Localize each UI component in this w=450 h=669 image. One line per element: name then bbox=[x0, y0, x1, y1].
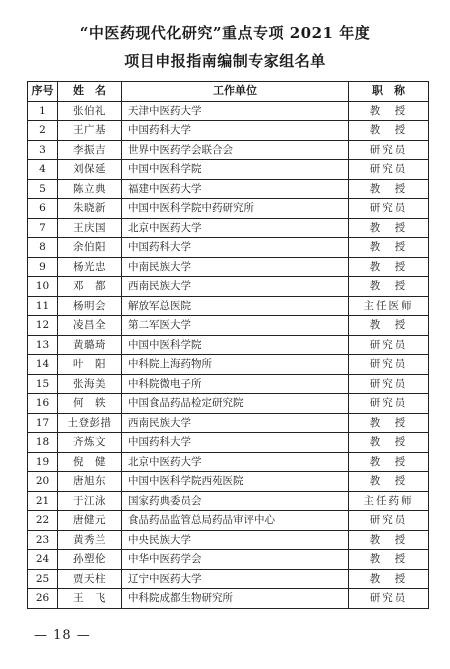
work-unit: 中国食品药品检定研究院 bbox=[122, 394, 349, 414]
table-row bbox=[28, 589, 429, 609]
expert-table bbox=[27, 81, 429, 609]
row-index: 23 bbox=[28, 530, 58, 550]
job-title: 教 授 bbox=[349, 257, 429, 277]
work-unit: 中国中医科学院中药研究所 bbox=[122, 199, 349, 219]
row-index: 1 bbox=[28, 101, 58, 121]
row-index: 13 bbox=[28, 335, 58, 355]
header-title: 职 称 bbox=[349, 82, 429, 102]
row-index: 10 bbox=[28, 277, 58, 297]
person-name: 王 飞 bbox=[58, 589, 122, 609]
table-row bbox=[28, 199, 429, 219]
person-name: 邓 都 bbox=[58, 277, 122, 297]
header-unit: 工作单位 bbox=[122, 82, 349, 102]
row-index: 4 bbox=[28, 160, 58, 180]
work-unit: 中国药科大学 bbox=[122, 121, 349, 141]
person-name: 孙塑伦 bbox=[58, 550, 122, 570]
table-row bbox=[28, 316, 429, 336]
job-title: 研究员 bbox=[349, 199, 429, 219]
document-title-line2: 项目申报指南编制专家组名单 bbox=[124, 52, 326, 70]
work-unit: 中科院微电子所 bbox=[122, 374, 349, 394]
work-unit: 中华中医药学会 bbox=[122, 550, 349, 570]
job-title: 研究员 bbox=[349, 394, 429, 414]
person-name: 张海美 bbox=[58, 374, 122, 394]
job-title: 教 授 bbox=[349, 277, 429, 297]
job-title: 教 授 bbox=[349, 413, 429, 433]
table-row bbox=[28, 452, 429, 472]
person-name: 王庆国 bbox=[58, 218, 122, 238]
table-row bbox=[28, 413, 429, 433]
work-unit: 天津中医药大学 bbox=[122, 101, 349, 121]
work-unit: 中科院上海药物所 bbox=[122, 355, 349, 375]
work-unit: 中国中医科学院 bbox=[122, 160, 349, 180]
work-unit: 中国中医科学院 bbox=[122, 335, 349, 355]
person-name: 王广基 bbox=[58, 121, 122, 141]
work-unit: 第二军医大学 bbox=[122, 316, 349, 336]
row-index: 6 bbox=[28, 199, 58, 219]
job-title: 研究员 bbox=[349, 511, 429, 531]
person-name: 黄秀兰 bbox=[58, 530, 122, 550]
person-name: 刘保延 bbox=[58, 160, 122, 180]
row-index: 2 bbox=[28, 121, 58, 141]
work-unit: 中科院成都生物研究所 bbox=[122, 589, 349, 609]
table-row bbox=[28, 101, 429, 121]
row-index: 22 bbox=[28, 511, 58, 531]
job-title: 研究员 bbox=[349, 374, 429, 394]
row-index: 20 bbox=[28, 472, 58, 492]
work-unit: 中国药科大学 bbox=[122, 238, 349, 258]
row-index: 9 bbox=[28, 257, 58, 277]
job-title: 教 授 bbox=[349, 452, 429, 472]
job-title: 教 授 bbox=[349, 433, 429, 453]
person-name: 朱晓新 bbox=[58, 199, 122, 219]
job-title: 研究员 bbox=[349, 140, 429, 160]
row-index: 26 bbox=[28, 589, 58, 609]
header-index: 序号 bbox=[28, 82, 58, 102]
person-name: 齐炼文 bbox=[58, 433, 122, 453]
row-index: 3 bbox=[28, 140, 58, 160]
row-index: 25 bbox=[28, 569, 58, 589]
job-title: 研究员 bbox=[349, 160, 429, 180]
row-index: 11 bbox=[28, 296, 58, 316]
row-index: 16 bbox=[28, 394, 58, 414]
work-unit: 世界中医药学会联合会 bbox=[122, 140, 349, 160]
table-row bbox=[28, 472, 429, 492]
work-unit: 福建中医药大学 bbox=[122, 179, 349, 199]
table-row bbox=[28, 530, 429, 550]
work-unit: 中南民族大学 bbox=[122, 257, 349, 277]
table-row bbox=[28, 257, 429, 277]
table-row bbox=[28, 433, 429, 453]
work-unit: 国家药典委员会 bbox=[122, 491, 349, 511]
work-unit: 中国药科大学 bbox=[122, 433, 349, 453]
job-title: 主任药师 bbox=[349, 491, 429, 511]
person-name: 杨明会 bbox=[58, 296, 122, 316]
table-row bbox=[28, 335, 429, 355]
row-index: 5 bbox=[28, 179, 58, 199]
table-row bbox=[28, 374, 429, 394]
table-row bbox=[28, 218, 429, 238]
job-title: 教 授 bbox=[349, 550, 429, 570]
person-name: 余伯阳 bbox=[58, 238, 122, 258]
document-title-line1: “中医药现代化研究”重点专项 2021 年度 bbox=[79, 24, 371, 42]
header-name: 姓 名 bbox=[58, 82, 122, 102]
row-index: 7 bbox=[28, 218, 58, 238]
table-row bbox=[28, 491, 429, 511]
table-row bbox=[28, 277, 429, 297]
table-row bbox=[28, 394, 429, 414]
job-title: 研究员 bbox=[349, 335, 429, 355]
job-title: 教 授 bbox=[349, 316, 429, 336]
person-name: 张伯礼 bbox=[58, 101, 122, 121]
person-name: 陈立典 bbox=[58, 179, 122, 199]
job-title: 研究员 bbox=[349, 355, 429, 375]
person-name: 倪 健 bbox=[58, 452, 122, 472]
work-unit: 西南民族大学 bbox=[122, 277, 349, 297]
table-row bbox=[28, 355, 429, 375]
person-name: 凌昌全 bbox=[58, 316, 122, 336]
person-name: 黄璐琦 bbox=[58, 335, 122, 355]
job-title: 教 授 bbox=[349, 472, 429, 492]
work-unit: 解放军总医院 bbox=[122, 296, 349, 316]
job-title: 教 授 bbox=[349, 238, 429, 258]
row-index: 24 bbox=[28, 550, 58, 570]
work-unit: 北京中医药大学 bbox=[122, 452, 349, 472]
work-unit: 中国中医科学院西苑医院 bbox=[122, 472, 349, 492]
job-title: 教 授 bbox=[349, 121, 429, 141]
table-row bbox=[28, 550, 429, 570]
table-row bbox=[28, 140, 429, 160]
person-name: 于江泳 bbox=[58, 491, 122, 511]
person-name: 唐旭东 bbox=[58, 472, 122, 492]
job-title: 教 授 bbox=[349, 218, 429, 238]
person-name: 贾天柱 bbox=[58, 569, 122, 589]
row-index: 15 bbox=[28, 374, 58, 394]
table-row bbox=[28, 511, 429, 531]
job-title: 研究员 bbox=[349, 589, 429, 609]
work-unit: 食品药品监管总局药品审评中心 bbox=[122, 511, 349, 531]
table-row bbox=[28, 160, 429, 180]
row-index: 14 bbox=[28, 355, 58, 375]
person-name: 叶 阳 bbox=[58, 355, 122, 375]
person-name: 杨光忠 bbox=[58, 257, 122, 277]
work-unit: 西南民族大学 bbox=[122, 413, 349, 433]
row-index: 17 bbox=[28, 413, 58, 433]
job-title: 教 授 bbox=[349, 530, 429, 550]
person-name: 李振吉 bbox=[58, 140, 122, 160]
job-title: 教 授 bbox=[349, 569, 429, 589]
table-row bbox=[28, 238, 429, 258]
person-name: 何 轶 bbox=[58, 394, 122, 414]
row-index: 12 bbox=[28, 316, 58, 336]
work-unit: 中央民族大学 bbox=[122, 530, 349, 550]
work-unit: 辽宁中医药大学 bbox=[122, 569, 349, 589]
person-name: 唐健元 bbox=[58, 511, 122, 531]
table-row bbox=[28, 296, 429, 316]
table-header-row bbox=[28, 82, 429, 102]
row-index: 8 bbox=[28, 238, 58, 258]
table-row bbox=[28, 121, 429, 141]
row-index: 19 bbox=[28, 452, 58, 472]
person-name: 土登彭措 bbox=[58, 413, 122, 433]
table-row bbox=[28, 179, 429, 199]
job-title: 教 授 bbox=[349, 101, 429, 121]
job-title: 教 授 bbox=[349, 179, 429, 199]
row-index: 21 bbox=[28, 491, 58, 511]
row-index: 18 bbox=[28, 433, 58, 453]
work-unit: 北京中医药大学 bbox=[122, 218, 349, 238]
table-row bbox=[28, 569, 429, 589]
job-title: 主任医师 bbox=[349, 296, 429, 316]
page-number: — 18 — bbox=[34, 628, 91, 643]
